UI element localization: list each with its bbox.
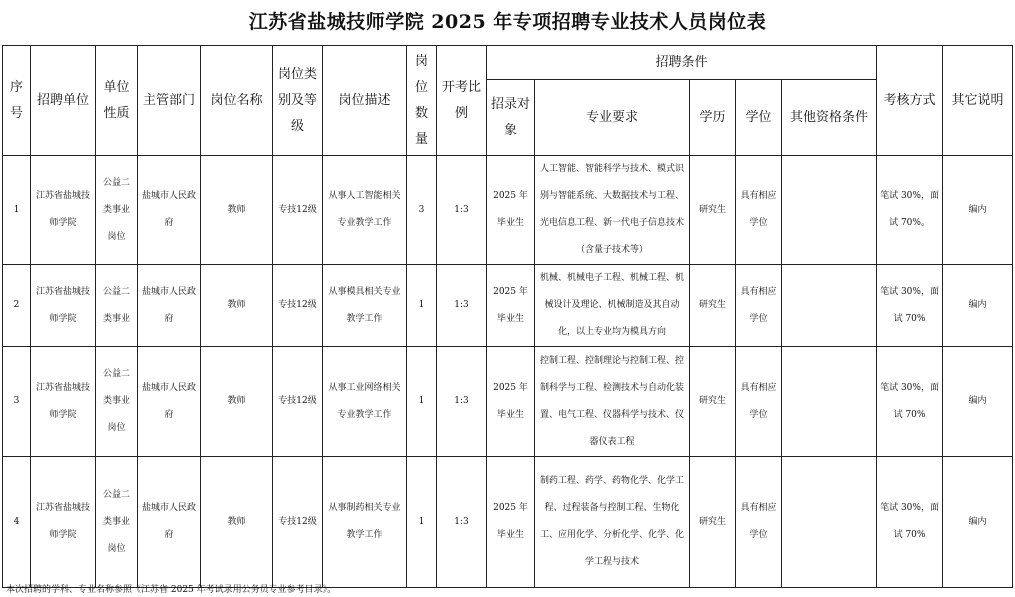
cell-unit: 江苏省盐城技师学院 <box>31 347 96 457</box>
job-posts-table <box>2 45 1013 588</box>
header-nature: 单位性质 <box>96 46 138 156</box>
cell-major: 机械、机械电子工程、机械工程、机械设计及理论、机械制造及其自动化，以上专业均为模具方向 <box>535 265 690 347</box>
header-post-name: 岗位名称 <box>201 46 273 156</box>
cell-post-count: 1 <box>407 457 437 588</box>
header-post-count: 岗位数量 <box>407 46 437 156</box>
header-major: 专业要求 <box>535 80 690 156</box>
cell-dept: 盐城市人民政府 <box>138 265 201 347</box>
cell-other <box>782 156 877 265</box>
cell-major: 制药工程、药学、药物化学、化学工程、过程装备与控制工程、生物化工、应用化学、分析化学、化学、化学工程与技术 <box>535 457 690 588</box>
cell-education: 研究生 <box>690 156 736 265</box>
cell-unit: 江苏省盐城技师学院 <box>31 457 96 588</box>
cell-degree: 具有相应学位 <box>736 156 782 265</box>
cell-nature: 公益二类事业岗位 <box>96 347 138 457</box>
cell-post-name: 教师 <box>201 265 273 347</box>
cell-post-type: 专技12级 <box>273 265 323 347</box>
cell-remark: 编内 <box>943 265 1013 347</box>
cell-exam: 笔试 30%，面试 70%。 <box>877 156 943 265</box>
header-degree: 学位 <box>736 80 782 156</box>
cell-post-type: 专技12级 <box>273 347 323 457</box>
cell-dept: 盐城市人民政府 <box>138 457 201 588</box>
cell-remark: 编内 <box>943 347 1013 457</box>
cell-other <box>782 457 877 588</box>
cell-target: 2025 年毕业生 <box>487 457 535 588</box>
header-index: 序号 <box>3 46 31 156</box>
header-ratio: 开考比例 <box>437 46 487 156</box>
cell-education: 研究生 <box>690 265 736 347</box>
table-row <box>3 457 1013 588</box>
cell-dept: 盐城市人民政府 <box>138 347 201 457</box>
header-post-desc: 岗位描述 <box>323 46 407 156</box>
header-unit: 招聘单位 <box>31 46 96 156</box>
cell-post-type: 专技12级 <box>273 457 323 588</box>
cell-post-type: 专技12级 <box>273 156 323 265</box>
cell-target: 2025 年毕业生 <box>487 156 535 265</box>
header-post-type: 岗位类别及等级 <box>273 46 323 156</box>
cell-ratio: 1:3 <box>437 265 487 347</box>
cell-education: 研究生 <box>690 457 736 588</box>
cell-remark: 编内 <box>943 457 1013 588</box>
cell-index: 2 <box>3 265 31 347</box>
cell-index: 4 <box>3 457 31 588</box>
cell-degree: 具有相应学位 <box>736 347 782 457</box>
cell-post-desc: 从事人工智能相关专业教学工作 <box>323 156 407 265</box>
header-dept: 主管部门 <box>138 46 201 156</box>
cell-post-desc: 从事制药相关专业教学工作 <box>323 457 407 588</box>
header-row-top <box>3 46 1013 80</box>
cell-post-count: 3 <box>407 156 437 265</box>
table-row <box>3 347 1013 457</box>
cell-post-name: 教师 <box>201 156 273 265</box>
cell-post-name: 教师 <box>201 457 273 588</box>
cell-nature: 公益二类事业 <box>96 265 138 347</box>
cell-unit: 江苏省盐城技师学院 <box>31 265 96 347</box>
footnote: 本次招聘的学科、专业名称参照《江苏省 2025 年考试录用公务员专业参考目录》。 <box>6 585 337 595</box>
cell-major: 控制工程、控制理论与控制工程、控制科学与工程、检测技术与自动化装置、电气工程、仪器科学与技术、仪器仪表工程 <box>535 347 690 457</box>
cell-nature: 公益二类事业岗位 <box>96 156 138 265</box>
cell-post-desc: 从事模具相关专业教学工作 <box>323 265 407 347</box>
cell-index: 1 <box>3 156 31 265</box>
cell-degree: 具有相应学位 <box>736 265 782 347</box>
cell-other <box>782 347 877 457</box>
cell-target: 2025 年毕业生 <box>487 265 535 347</box>
cell-post-count: 1 <box>407 265 437 347</box>
table-row <box>3 265 1013 347</box>
cell-exam: 笔试 30%，面试 70% <box>877 265 943 347</box>
header-target: 招录对象 <box>487 80 535 156</box>
cell-ratio: 1:3 <box>437 457 487 588</box>
cell-remark: 编内 <box>943 156 1013 265</box>
header-exam: 考核方式 <box>877 46 943 156</box>
page-title: 江苏省盐城技师学院 2025 年专项招聘专业技术人员岗位表 <box>248 11 767 33</box>
cell-degree: 具有相应学位 <box>736 457 782 588</box>
cell-exam: 笔试 30%，面试 70% <box>877 457 943 588</box>
cell-nature: 公益二类事业岗位 <box>96 457 138 588</box>
cell-post-desc: 从事工业网络相关专业教学工作 <box>323 347 407 457</box>
cell-post-name: 教师 <box>201 347 273 457</box>
cell-unit: 江苏省盐城技师学院 <box>31 156 96 265</box>
table-row <box>3 156 1013 265</box>
cell-index: 3 <box>3 347 31 457</box>
header-other: 其他资格条件 <box>782 80 877 156</box>
cell-ratio: 1:3 <box>437 347 487 457</box>
cell-other <box>782 265 877 347</box>
cell-exam: 笔试 30%，面试 70% <box>877 347 943 457</box>
cell-target: 2025 年毕业生 <box>487 347 535 457</box>
cell-major: 人工智能、智能科学与技术、模式识别与智能系统、大数据技术与工程、光电信息工程、新一代电子信息技术（含量子技术等） <box>535 156 690 265</box>
cell-education: 研究生 <box>690 347 736 457</box>
cell-post-count: 1 <box>407 347 437 457</box>
header-conditions: 招聘条件 <box>487 46 877 80</box>
header-remark: 其它说明 <box>943 46 1013 156</box>
cell-ratio: 1:3 <box>437 156 487 265</box>
header-education: 学历 <box>690 80 736 156</box>
cell-dept: 盐城市人民政府 <box>138 156 201 265</box>
